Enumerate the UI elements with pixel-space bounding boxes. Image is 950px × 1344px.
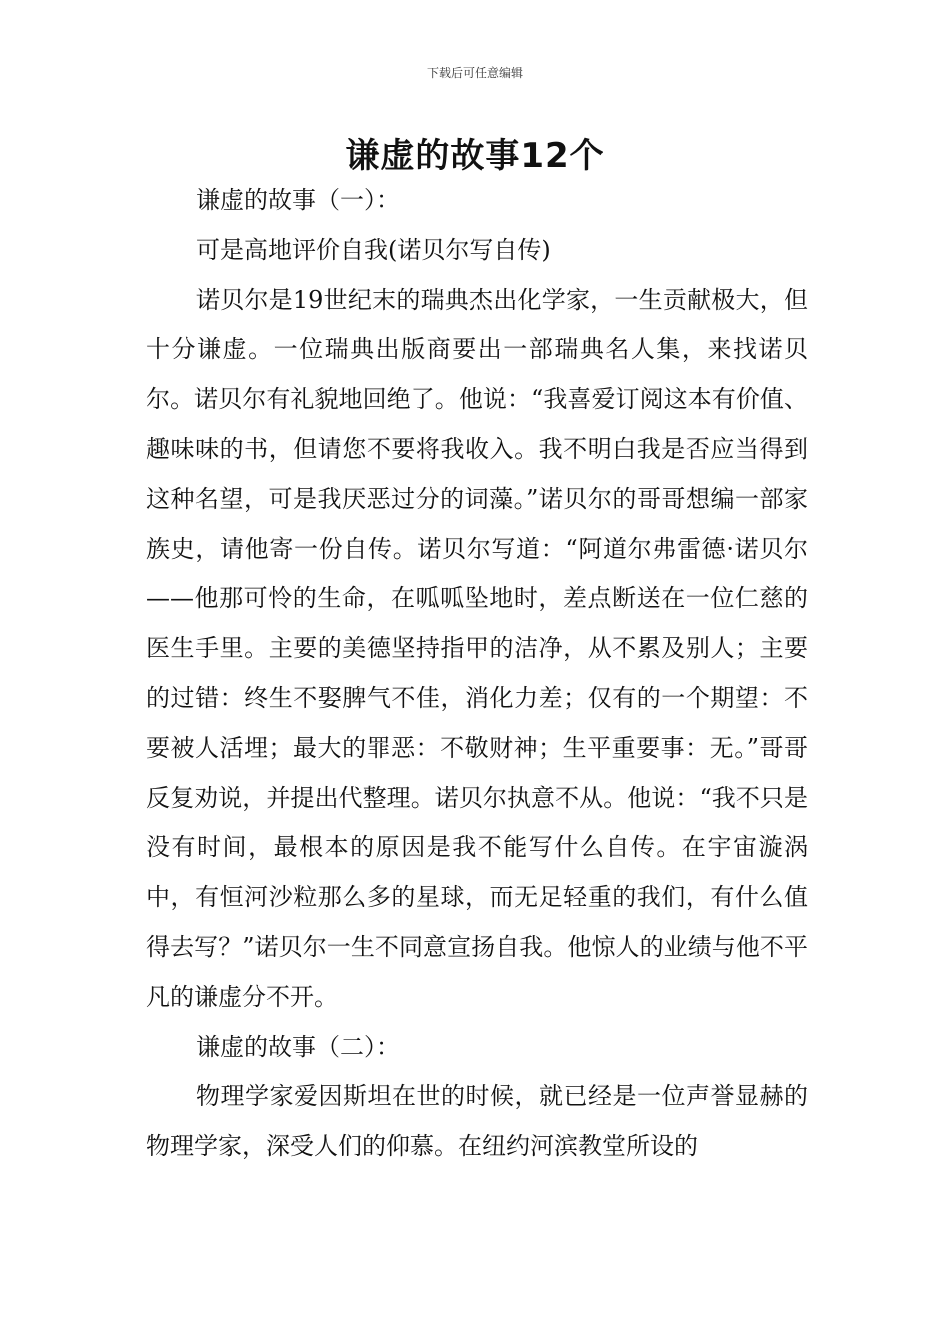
page-header: 下载后可任意编辑 [426, 66, 523, 80]
document-title: 谦虚的故事12个 [345, 136, 605, 176]
story-paragraph-1: 诺贝尔是19世纪末的瑞典杰出化学家，一生贡献极大，但十分谦虚。一位瑞典出版商要出一部瑞典名人集，来找诺贝尔。诺贝尔有礼貌地回绝了。他说：“我喜爱订阅这本有价值、趣味味的书，但请您不要将我收入。我不明白我是否应当得到这种名望，可是我厌恶过分的词藻。”诺贝尔的哥哥想编一部家族史，请他寄一份自传。诺贝尔写道：“阿道尔弗雷德·诺贝尔——他那可怜的生命，在呱呱坠地时，差点断送在一位仁慈的医生手里。主要的美德坚持指甲的洁净，从不累及别人；主要的过错：终生不娶脾气不佳，消化力差；仅有的一个期望：不要被人活埋；最大的罪恶：不敬财神；生平重要事：无。”哥哥反复劝说，并提出代整理。诺贝尔执意不从。他说：“我不只是没有时间，最根本的原因是我不能写什么自传。在宇宙漩涡中，有恒河沙粒那么多的星球，而无足轻重的我们，有什么值得去写？”诺贝尔一生不同意宣扬自我。他惊人的业绩与他不平凡的谦虚分不开。 [146, 285, 808, 1011]
document-body [146, 176, 808, 1172]
section-heading-2: 谦虚的故事（二）： [196, 1032, 400, 1061]
story-subtitle-1: 可是高地评价自我(诺贝尔写自传) [196, 235, 551, 264]
section-heading-1: 谦虚的故事（一）： [196, 186, 400, 214]
story-paragraph-2: 物理学家爱因斯坦在世的时候，就已经是一位声誉显赫的物理学家，深受人们的仰慕。在纽约河滨教堂所设的 [146, 1082, 808, 1161]
